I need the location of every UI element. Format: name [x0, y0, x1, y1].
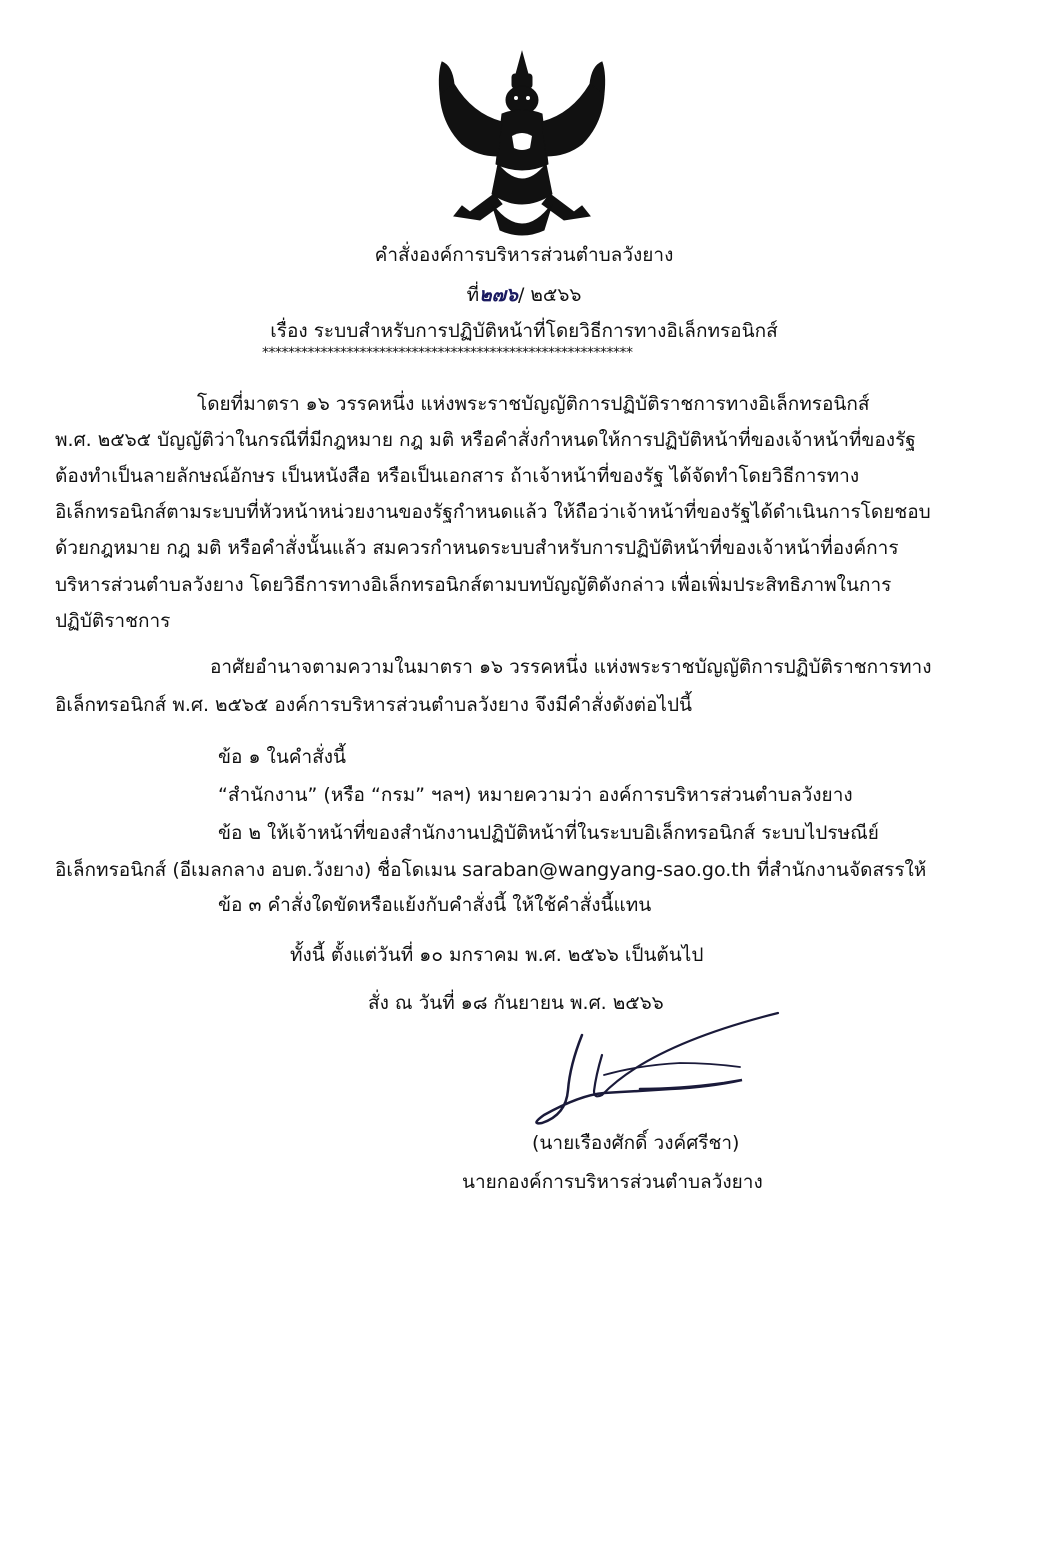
paragraph-line: อาศัยอำนาจตามความในมาตรา ๑๖ วรรคหนึ่ง แห่งพระราชบัญญัติการปฏิบัติราชการทาง [210, 656, 932, 678]
paragraph-line: ต้องทำเป็นลายลักษณ์อักษร เป็นหนังสือ หรือเป็นเอกสาร ถ้าเจ้าหน้าที่ของรัฐ ได้จัดทำโดยวิธีการทาง [55, 465, 860, 487]
order-number-prefix: ที่ [466, 284, 480, 306]
clause-1-definition: “สำนักงาน” (หรือ “กรม” ฯลฯ) หมายความว่า องค์การบริหารส่วนตำบลวังยาง [218, 784, 853, 806]
paragraph-line: ด้วยกฎหมาย กฎ มติ หรือคำสั่งนั้นแล้ว สมควรกำหนดระบบสำหรับการปฏิบัติหน้าที่ของเจ้าหน้าที่องค์การ [55, 537, 899, 559]
order-title: คำสั่งองค์การบริหารส่วนตำบลวังยาง [374, 244, 674, 266]
clause-2: ข้อ ๒ ให้เจ้าหน้าที่ของสำนักงานปฏิบัติหน้าที่ในระบบอิเล็กทรอนิกส์ ระบบไปรษณีย์ [218, 822, 879, 844]
signatory-position: นายกองค์การบริหารส่วนตำบลวังยาง [462, 1171, 763, 1193]
clause-3: ข้อ ๓ คำสั่งใดขัดหรือแย้งกับคำสั่งนี้ ให้ใช้คำสั่งนี้แทน [218, 894, 652, 916]
order-date: สั่ง ณ วันที่ ๑๘ กันยายน พ.ศ. ๒๕๖๖ [368, 992, 664, 1014]
order-number-year: / ๒๕๖๖ [517, 284, 582, 306]
paragraph-line: โดยที่มาตรา ๑๖ วรรคหนึ่ง แห่งพระราชบัญญัติการปฏิบัติราชการทางอิเล็กทรอนิกส์ [197, 393, 870, 415]
effective-date: ทั้งนี้ ตั้งแต่วันที่ ๑๐ มกราคม พ.ศ. ๒๕๖๖ เป็นต้นไป [290, 944, 704, 966]
order-number [0, 280, 1048, 310]
paragraph-line: บริหารส่วนตำบลวังยาง โดยวิธีการทางอิเล็กทรอนิกส์ตามบทบัญญัติดังกล่าว เพื่อเพิ่มประสิทธิภาพในการ [55, 574, 892, 596]
paragraph-line: พ.ศ. ๒๕๖๕ บัญญัติว่าในกรณีที่มีกฎหมาย กฎ มติ หรือคำสั่งกำหนดให้การปฏิบัติหน้าที่ของเจ้าหน้าที่ของรัฐ [55, 429, 916, 451]
order-subject: เรื่อง ระบบสำหรับการปฏิบัติหน้าที่โดยวิธีการทางอิเล็กทรอนิกส์ [270, 320, 778, 342]
handwritten-signature [520, 1005, 780, 1135]
clause-2-continued: อิเล็กทรอนิกส์ (อีเมลกลาง อบต.วังยาง) ชื่อโดเมน saraban@wangyang-sao.go.th ที่สำนักงานจัดสรรให้ [55, 859, 927, 881]
separator-line: ********************************************************* [262, 345, 633, 361]
paragraph-line: ปฏิบัติราชการ [55, 610, 171, 632]
clause-1: ข้อ ๑ ในคำสั่งนี้ [218, 746, 347, 768]
paragraph-line: อิเล็กทรอนิกส์ พ.ศ. ๒๕๖๕ องค์การบริหารส่วนตำบลวังยาง จึงมีคำสั่งดังต่อไปนี้ [55, 694, 693, 716]
signatory-name: (นายเรืองศักดิ์ วงค์ศรีชา) [532, 1132, 740, 1154]
garuda-emblem-icon [432, 44, 612, 244]
order-number-handwritten: ๒๗๖ [479, 284, 518, 306]
paragraph-line: อิเล็กทรอนิกส์ตามระบบที่หัวหน้าหน่วยงานของรัฐกำหนดแล้ว ให้ถือว่าเจ้าหน้าที่ของรัฐได้ดำเนินการโดยชอบ [55, 501, 931, 523]
